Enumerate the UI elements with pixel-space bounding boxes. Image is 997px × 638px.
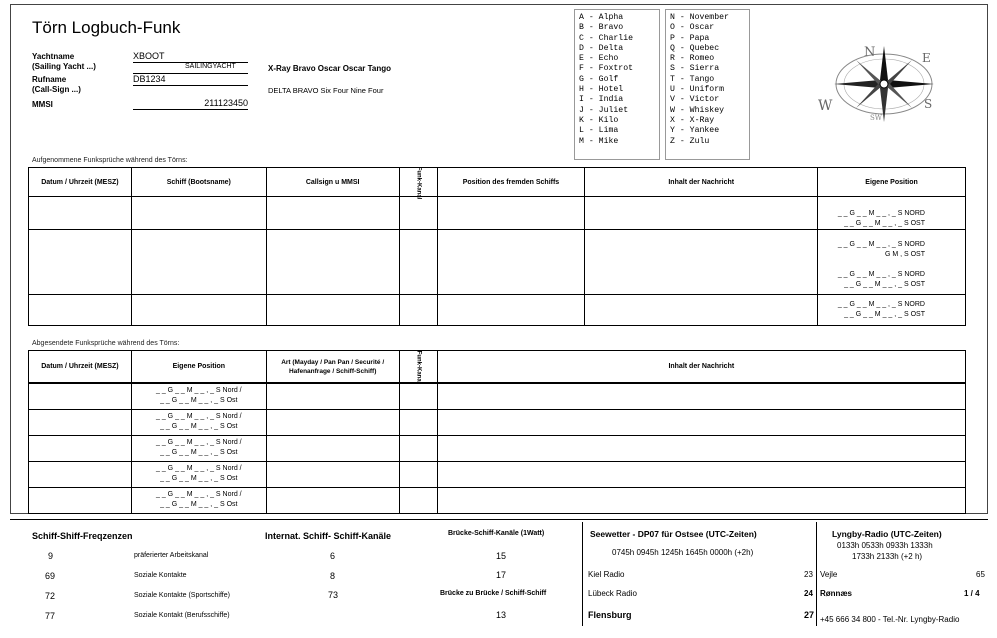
bridge-channel-3: 13	[496, 610, 507, 620]
own-position-cell[interactable]: _ _ G _ _ M _ _ , _ S NORD G M , S OST _ _ G _ _ M _ _ , _ S NORD _ _ G _ _ M _ _ , _ S OST	[818, 230, 966, 295]
callsign-phonetic: DELTA BRAVO Six Four Nine Four	[268, 86, 384, 95]
lyngby-times-1: 0133h 0533h 0933h 1333h	[837, 541, 933, 550]
callsign-value: DB1234	[133, 74, 248, 86]
received-header-foreign-position: Position des fremden Schiffs	[437, 168, 585, 197]
station-roennaes-channel: 1 / 4	[964, 589, 980, 598]
sent-table	[28, 350, 966, 383]
table-row	[29, 462, 966, 488]
phonetic-alphabet-a-m	[574, 9, 660, 160]
table-cell[interactable]	[437, 384, 965, 410]
station-vejle-channel: 65	[976, 570, 985, 579]
alphabet-entry: Z - Zulu	[670, 136, 710, 146]
compass-e: E	[922, 51, 931, 65]
received-header-date: Datum / Uhrzeit (MESZ)	[29, 168, 132, 197]
own-position-cell[interactable]: _ _ G _ _ M _ _ , _ S NORD _ _ G _ _ M _ _ , _ S OST	[818, 197, 966, 230]
received-table	[28, 167, 966, 326]
alphabet-entry: I - India	[579, 95, 624, 105]
received-header-own-position: Eigene Position	[818, 168, 966, 197]
table-cell[interactable]	[437, 462, 965, 488]
received-section-title: Aufgenommene Funksprüche während des Törns:	[32, 157, 188, 164]
compass-rose-icon	[812, 38, 952, 133]
own-position-cell[interactable]: _ _ G _ _ M _ _ , _ S NORD _ _ G _ _ M _ _ , _ S OST	[818, 295, 966, 326]
frequency-description: Soziale Kontakte (Sportschiffe)	[134, 592, 230, 599]
compass-w: W	[818, 98, 833, 114]
own-position-cell[interactable]: _ _ G _ _ M _ _ , _ S Nord / _ _ G _ _ M _ _ , _ S Ost	[131, 436, 266, 462]
station-kiel-channel: 23	[804, 570, 813, 579]
yacht-type: SAILINGYACHT	[185, 63, 236, 70]
alphabet-entry: O - Oscar	[670, 23, 715, 33]
alphabet-entry: Y - Yankee	[670, 126, 720, 136]
alphabet-entry: Q - Quebec	[670, 43, 720, 53]
bridge-to-bridge-label: Brücke zu Brücke / Schiff-Schiff	[440, 590, 547, 597]
station-vejle: Vejle	[820, 570, 838, 579]
alphabet-entry: N - November	[670, 13, 729, 22]
table-cell[interactable]	[399, 462, 437, 488]
own-position-cell[interactable]: _ _ G _ _ M _ _ , _ S Nord / _ _ G _ _ M _ _ , _ S Ost	[131, 462, 266, 488]
table-cell[interactable]	[399, 384, 437, 410]
received-header-callsign: Callsign u MMSI	[266, 168, 399, 197]
compass-n: N	[864, 45, 876, 60]
station-luebeck: Lübeck Radio	[588, 589, 637, 598]
intl-channels-title: Internat. Schiff- Schiff-Kanäle	[265, 531, 392, 541]
frequency-description: Soziale Kontakt (Berufsschiffe)	[134, 612, 230, 619]
table-row	[29, 384, 966, 410]
intl-channel-3: 73	[328, 590, 339, 600]
sent-header-date: Datum / Uhrzeit (MESZ)	[29, 351, 132, 383]
alphabet-entry: P - Papa	[670, 33, 710, 43]
alphabet-entry: L - Lima	[579, 126, 619, 136]
table-cell[interactable]	[399, 488, 437, 514]
alphabet-entry: H - Hotel	[579, 85, 624, 95]
frequency-channel: 77	[45, 611, 56, 621]
received-header-ship: Schiff (Bootsname)	[131, 168, 266, 197]
callsign-label: Rufname (Call-Sign ...)	[32, 75, 81, 94]
phonetic-alphabet-n-z	[665, 9, 750, 160]
frequency-channel: 72	[45, 591, 56, 601]
alphabet-entry: S - Sierra	[670, 64, 720, 74]
mmsi-value: 211123450	[133, 98, 248, 110]
yachtname-value: XBOOT	[133, 51, 248, 63]
alphabet-entry: U - Uniform	[670, 85, 725, 95]
table-cell[interactable]	[266, 384, 399, 410]
alphabet-entry: A - Alpha	[579, 13, 624, 22]
frequency-info	[10, 519, 988, 638]
station-kiel: Kiel Radio	[588, 570, 625, 579]
bridge-channel-2: 17	[496, 570, 507, 580]
yachtname-phonetic: X-Ray Bravo Oscar Oscar Tango	[268, 64, 392, 73]
table-cell[interactable]	[399, 436, 437, 462]
sent-header-content: Inhalt der Nachricht	[437, 351, 965, 383]
sent-section-title: Abgesendete Funksprüche während des Törns:	[32, 340, 180, 347]
table-cell[interactable]	[29, 436, 132, 462]
table-row	[29, 488, 966, 514]
bridge-channel-1: 15	[496, 551, 507, 561]
bridge-channels-title: Brücke-Schiff-Kanäle (1Watt)	[448, 530, 545, 537]
table-row	[29, 410, 966, 436]
table-cell[interactable]	[399, 410, 437, 436]
table-row	[29, 230, 966, 295]
table-cell[interactable]	[266, 410, 399, 436]
alphabet-entry: W - Whiskey	[670, 105, 725, 115]
alphabet-entry: E - Echo	[579, 54, 619, 64]
table-cell[interactable]	[266, 462, 399, 488]
table-cell[interactable]	[29, 384, 132, 410]
table-cell[interactable]	[266, 436, 399, 462]
intl-channel-1: 6	[330, 551, 336, 561]
table-cell[interactable]	[437, 436, 965, 462]
yachtname-label: Yachtname (Sailing Yacht ...)	[32, 52, 96, 71]
station-roennaes: Rønnæs	[820, 589, 852, 598]
table-row	[29, 197, 966, 230]
weather-times: 0745h 0945h 1245h 1645h 0000h (+2h)	[612, 548, 754, 557]
own-position-cell[interactable]: _ _ G _ _ M _ _ , _ S Nord / _ _ G _ _ M _ _ , _ S Ost	[131, 488, 266, 514]
mmsi-label: MMSI	[32, 100, 53, 109]
alphabet-entry: K - Kilo	[579, 115, 619, 125]
table-cell[interactable]	[29, 410, 132, 436]
lyngby-title: Lyngby-Radio (UTC-Zeiten)	[832, 529, 942, 539]
compass-s: S	[924, 97, 933, 111]
compass-sw: SW	[870, 114, 882, 122]
alphabet-entry: T - Tango	[670, 74, 715, 84]
alphabet-entry: M - Mike	[579, 136, 619, 146]
alphabet-entry: F - Foxtrot	[579, 64, 634, 74]
frequency-channel: 9	[48, 551, 54, 561]
sent-header-type: Art (Mayday / Pan Pan / Securité / Hafenanfrage / Schiff-Schiff)	[266, 351, 399, 383]
intl-channel-2: 8	[330, 571, 336, 581]
frequency-channel: 69	[45, 571, 56, 581]
frequency-description: präferierter Arbeitskanal	[134, 552, 209, 559]
alphabet-entry: G - Golf	[579, 74, 619, 84]
frequency-description: Soziale Kontakte	[134, 572, 187, 579]
frequencies-title: Schiff-Shiff-Freqzenzen	[32, 531, 133, 541]
table-row	[29, 295, 966, 326]
table-cell[interactable]	[437, 410, 965, 436]
weather-title: Seewetter - DP07 für Ostsee (UTC-Zeiten)	[590, 529, 757, 539]
page-title: Törn Logbuch-Funk	[32, 18, 181, 37]
sent-rows	[28, 383, 966, 514]
alphabet-entry: R - Romeo	[670, 54, 715, 64]
station-flensburg-channel: 27	[804, 610, 815, 620]
alphabet-entry: X - X-Ray	[670, 115, 715, 125]
station-flensburg: Flensburg	[588, 610, 632, 620]
table-cell[interactable]	[437, 488, 965, 514]
own-position-cell[interactable]: _ _ G _ _ M _ _ , _ S Nord / _ _ G _ _ M _ _ , _ S Ost	[131, 384, 266, 410]
table-row	[29, 436, 966, 462]
lyngby-times-2: 1733h 2133h (+2 h)	[852, 552, 923, 561]
table-cell[interactable]	[266, 488, 399, 514]
own-position-cell[interactable]: _ _ G _ _ M _ _ , _ S Nord / _ _ G _ _ M _ _ , _ S Ost	[131, 410, 266, 436]
sent-header-own-position: Eigene Position	[131, 351, 266, 383]
alphabet-entry: C - Charlie	[579, 33, 634, 43]
alphabet-entry: V - Victor	[670, 95, 720, 105]
received-header-channel: Funk-Kanal	[399, 168, 437, 197]
station-luebeck-channel: 24	[804, 589, 813, 598]
lyngby-phone: +45 666 34 800 - Tel.-Nr. Lyngby-Radio	[820, 615, 960, 624]
alphabet-entry: J - Juliet	[579, 105, 629, 115]
alphabet-entry: B - Bravo	[579, 23, 624, 33]
table-cell[interactable]	[29, 462, 132, 488]
divider	[582, 522, 583, 626]
sent-header-channel: Funk-Kanal	[399, 351, 437, 383]
alphabet-entry: D - Delta	[579, 43, 624, 53]
received-header-content: Inhalt der Nachricht	[585, 168, 818, 197]
table-cell[interactable]	[29, 488, 132, 514]
divider	[816, 522, 817, 626]
